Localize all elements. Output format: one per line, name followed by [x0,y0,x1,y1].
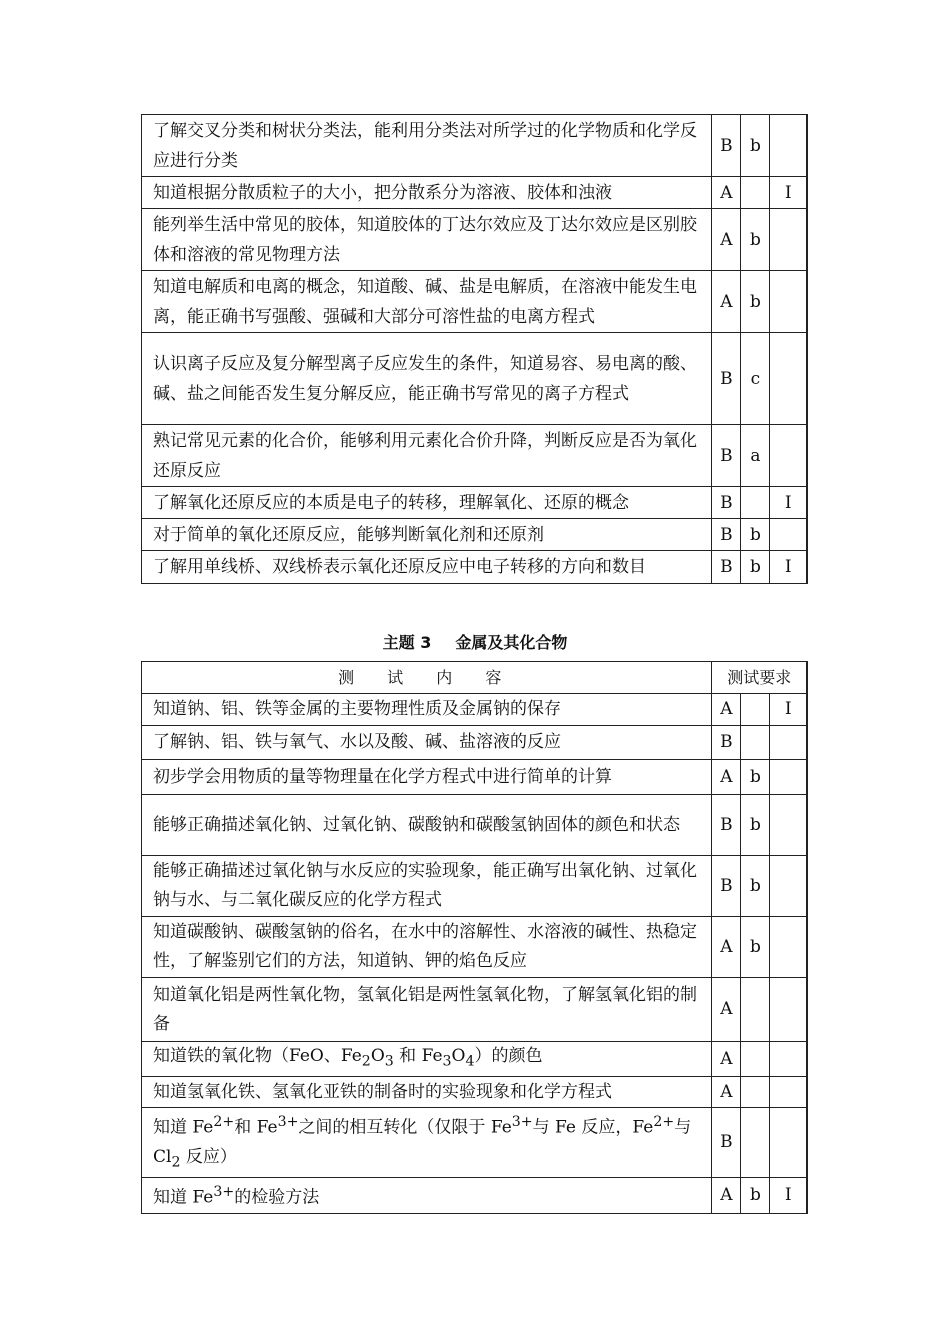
level-cell: B [712,115,741,177]
table-row [142,917,808,978]
level-cell: A [712,760,741,795]
experiment-cell [770,856,807,917]
experiment-cell [770,209,807,271]
level-cell: A [712,1178,741,1214]
experiment-cell: Ⅰ [770,694,807,726]
experiment-cell [770,917,807,978]
level-cell: B [712,487,741,519]
skill-cell: c [741,333,770,425]
header-content: 测 试 内 容 [142,662,712,694]
table-row [142,333,808,425]
content-cell: 知道铁的氧化物（FeO、$Fe_2O_3$ 和 $Fe_3O_4$）的颜色 [142,1042,712,1077]
content-cell: 知道电解质和电离的概念，知道酸、碱、盐是电解质，在溶液中能发生电离，能正确书写强酸、强碱和大部分可溶性盐的电离方程式 [142,271,712,333]
experiment-cell: Ⅰ [770,177,807,209]
content-cell: 初步学会用物质的量等物理量在化学方程式中进行简单的计算 [142,760,712,795]
skill-cell: a [741,425,770,487]
level-cell: B [712,425,741,487]
level-cell: A [712,1042,741,1077]
experiment-cell [770,519,807,551]
experiment-cell [770,425,807,487]
skill-cell [741,177,770,209]
table-row [142,795,808,856]
skill-cell: b [741,115,770,177]
content-cell: 了解用单线桥、双线桥表示氧化还原反应中电子转移的方向和数目 [142,551,712,584]
requirements-table-metals [141,661,808,1214]
content-cell: 知道氢氧化铁、氢氧化亚铁的制备时的实验现象和化学方程式 [142,1077,712,1108]
experiment-cell [770,271,807,333]
table-row [142,1042,808,1077]
level-cell: B [712,333,741,425]
content-cell: 知道碳酸钠、碳酸氢钠的俗名，在水中的溶解性、水溶液的碱性、热稳定性，了解鉴别它们的方法，知道钠、钾的焰色反应 [142,917,712,978]
level-cell: A [712,271,741,333]
content-cell: 知道钠、铝、铁等金属的主要物理性质及金属钠的保存 [142,694,712,726]
section-name: 金属及其化合物 [455,633,568,652]
experiment-cell [770,1042,807,1077]
skill-cell [741,978,770,1042]
requirements-table-continued [141,114,808,584]
experiment-cell [770,333,807,425]
table-row [142,1077,808,1108]
content-cell: 知道根据分散质粒子的大小，把分散系分为溶液、胶体和浊液 [142,177,712,209]
table-row [142,209,808,271]
experiment-cell [770,1108,807,1178]
table-row [142,177,808,209]
experiment-cell: Ⅰ [770,487,807,519]
header-requirements: 测试要求 [712,662,807,694]
skill-cell [741,487,770,519]
skill-cell: b [741,209,770,271]
content-cell: 能列举生活中常见的胶体，知道胶体的丁达尔效应及丁达尔效应是区别胶体和溶液的常见物理方法 [142,209,712,271]
content-cell: 认识离子反应及复分解型离子反应发生的条件，知道易容、易电离的酸、碱、盐之间能否发生复分解反应，能正确书写常见的离子方程式 [142,333,712,425]
content-cell: 知道氧化铝是两性氧化物，氢氧化铝是两性氢氧化物，了解氢氧化铝的制备 [142,978,712,1042]
content-cell: 了解氧化还原反应的本质是电子的转移，理解氧化、还原的概念 [142,487,712,519]
content-cell: 知道 $Fe^{3+}$的检验方法 [142,1178,712,1214]
table-header-row [142,662,808,694]
experiment-cell [770,1077,807,1108]
experiment-cell [770,726,807,760]
skill-cell [741,1108,770,1178]
skill-cell [741,726,770,760]
skill-cell: b [741,519,770,551]
skill-cell [741,1042,770,1077]
level-cell: B [712,856,741,917]
level-cell: A [712,1077,741,1108]
table-row [142,425,808,487]
table-row [142,1108,808,1178]
experiment-cell: Ⅰ [770,551,807,584]
table-row [142,115,808,177]
skill-cell: b [741,1178,770,1214]
skill-cell [741,1077,770,1108]
skill-cell [741,694,770,726]
experiment-cell [770,760,807,795]
level-cell: B [712,551,741,584]
skill-cell: b [741,551,770,584]
level-cell: A [712,209,741,271]
level-cell: B [712,726,741,760]
table-row [142,551,808,584]
experiment-cell [770,115,807,177]
table-row [142,856,808,917]
level-cell: A [712,694,741,726]
table-row [142,726,808,760]
content-cell: 对于简单的氧化还原反应，能够判断氧化剂和还原剂 [142,519,712,551]
experiment-cell: Ⅰ [770,1178,807,1214]
table-row [142,519,808,551]
table-row [142,978,808,1042]
level-cell: B [712,1108,741,1178]
skill-cell: b [741,271,770,333]
level-cell: A [712,177,741,209]
skill-cell: b [741,795,770,856]
content-cell: 能够正确描述过氧化钠与水反应的实验现象，能正确写出氧化钠、过氧化钠与水、与二氧化碳反应的化学方程式 [142,856,712,917]
skill-cell: b [741,760,770,795]
table-row [142,1178,808,1214]
experiment-cell [770,978,807,1042]
content-cell: 知道 $Fe^{2+}$和 $Fe^{3+}$之间的相互转化（仅限于 $Fe^{3+}$与 Fe 反应，$Fe^{2+}$与 $Cl_2$ 反应） [142,1108,712,1178]
content-cell: 了解交叉分类和树状分类法，能利用分类法对所学过的化学物质和化学反应进行分类 [142,115,712,177]
level-cell: A [712,917,741,978]
table-row [142,271,808,333]
skill-cell: b [741,917,770,978]
level-cell: B [712,519,741,551]
skill-cell: b [741,856,770,917]
level-cell: A [712,978,741,1042]
section-number: 主题 3 [382,633,432,652]
table-row [142,487,808,519]
experiment-cell [770,795,807,856]
table-row [142,760,808,795]
level-cell: B [712,795,741,856]
content-cell: 了解钠、铝、铁与氧气、水以及酸、碱、盐溶液的反应 [142,726,712,760]
section-title [0,630,950,653]
table-row [142,694,808,726]
content-cell: 能够正确描述氧化钠、过氧化钠、碳酸钠和碳酸氢钠固体的颜色和状态 [142,795,712,856]
content-cell: 熟记常见元素的化合价，能够利用元素化合价升降，判断反应是否为氧化还原反应 [142,425,712,487]
